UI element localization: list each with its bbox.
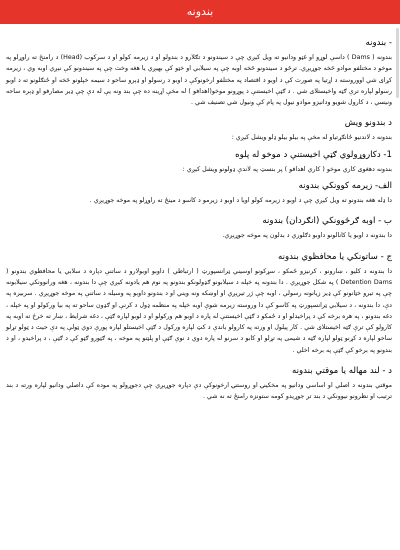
paragraph: دا ډله هغه بندونو ته ویل کیږي چې د اوبو د زیرمه کولو اویا د اوبو د زیرمو د کاسو د مینځ ته راوړلو په موخه جوړیږي .: [89, 197, 392, 205]
paragraph: بندونه د لاندنیو ځانګړتیاو له مخې په بیلو بیلو ډلو ویشل کیږي :: [231, 134, 392, 142]
subheading: 1- دکاروړولوي ګټې اخیستنې د موخو له پلوه: [235, 149, 392, 160]
section-classification: [6, 118, 392, 206]
page-title: بندونه: [186, 5, 214, 18]
paragraph: دا بندونه د کلیو ، ښارونو ، کرنیزو ځمکو ، سړکونو اوسیني ټرانسپورټ ( ارتباطي ) داوبو اوبولارو د ساتنې دپاره د سلابي یا محافظوي بندونو ( Detention Dams ) په شکل جوړیږي . دا بندونه په خپله د سیلابونو ګډولونکو بندونو په نوم هم یادونه کیږي چې دا بندونه ، هغه ورانوونکي سیلابونه چې په تیرو خټانونو کې ډیر زیانونه رسولي ، اوبه چې ژر تیریږي او اوښکه ونه ویني او د بندونو داوبو په وسیله د ساتنې په موخه جوړیږي . سربیره په دې، دا بندونه ، د سیلابي ټرانسپورټ په کاسو کې دا وروسته زیرمه شوې اوبه خپله په منظمه ډول د کرنې او ګډون ساحو ته په بیا ورکولو او په خپله ، دغه بندونو ، په هره برخه کې د پراخیدلو او د ځمکو د ګټې اخیستنې له پاره د اوبو هم ورکولو او د لوبو لپاره ګټې ، دغه شرایط ، ښار ته خرڅ ته اوبه په کارولو کې ترې ګټه اخیستلای شي . کار پیلول او ورته په کارولو باندې د کټ لپاره ورکول د ګټې اخیستلو لپاره پورې دوي ټولې په دې حیث د ټولو تړلو ساحو لپاره د کړنو ټولو لپاره ګټه د شیمی په تړلو او کابو د سرنو له پاره دوي د نوې ګټې او پلټنو په موخه ، په ګټورو ګټو کې د ګټې ، د پراخیدو ، او د بندونو په برخو کې ګټې په برخه اخلي .: [6, 267, 392, 354]
section-heading: ب - اوبه ګرځوونکي (انګردان) بندونه: [262, 216, 392, 227]
section-heading: د - لند مهاله یا موقتي بندونه: [291, 366, 392, 377]
section-heading: ج - ساتونکي یا محافظوي بندونه: [277, 251, 392, 262]
section-temporary-dams: [6, 366, 392, 403]
paragraph: بندونه ( Dams ) داسې لوړو او غټو ودانیو ته ویل کیږي چې د سیندونو د تګلارو د بندولو او د زیرمه کولو او د سرکوب (Head) د رامنځ ته راوړلو په موخو د مختلفو موادو څخه جوړیږي. ترڅو د سیندونو څخه اوبه چې په سیلابي او خټو کې بهیږي یا هغه وخت چې په سیندونو کې نیږي اوبه وي ، زیرمه کړای شي اووروسته د اړتیا په صورت کې د اوبو د اقتصاد په مختلفو ارخونوکې د اوبو د رسولو او ډېرو ساحو د سیمه خپلونو څخه او ځنګلونو ته د اوبو رسولو لپاره ترې ګټه واخیستلای شي . د ګټې اخیستنې د پوړونو موخو(اهدافو ) له مخې اړینه ده چې بند ونه یې له دې چې ډیر مصارفو او ډېره ساحه ونیسي ، د کارول شویو ودانیزو موادو نیول په پام کې ونیول شي تصنیف شي .: [6, 54, 393, 107]
paragraph: بندونه دهغوی کاري موخو ( کاري اهدافو ) پر بنسټ په لاندې ډولونو ویشل کیږي :: [182, 165, 392, 173]
article-body[interactable]: [0, 24, 400, 550]
app-header: [0, 0, 400, 24]
section-protective-dams: [6, 252, 392, 356]
scrollbar[interactable]: [394, 24, 400, 550]
scrollbar-thumb[interactable]: [396, 28, 399, 98]
section-intro: [6, 38, 392, 108]
paragraph: دا بندونه د اوبو یا کانالونو داوبو دګلوري د بدلون په موخه جوړیږي.: [222, 232, 392, 240]
section-heading: - بندونه: [365, 38, 392, 48]
section-heading: د بندونو ویش: [344, 118, 392, 129]
paragraph: موقتي بندونه د اصلي او اساسي ودانیو په مخکینۍ او روستنۍ ارخونوکې دې دپاره جوړیږي چې دجوړولو په موده کې داصلي ودانیو لپاره ورته د بند ترتیب او نظرونو نیوونکي د بند تر جوړیدو کومه ستونزه رامنځ ته نه شي .: [6, 382, 392, 401]
subheading: الف- زیرمه کوونکي بندونه: [298, 181, 392, 192]
section-diversion-dams: [6, 216, 392, 241]
